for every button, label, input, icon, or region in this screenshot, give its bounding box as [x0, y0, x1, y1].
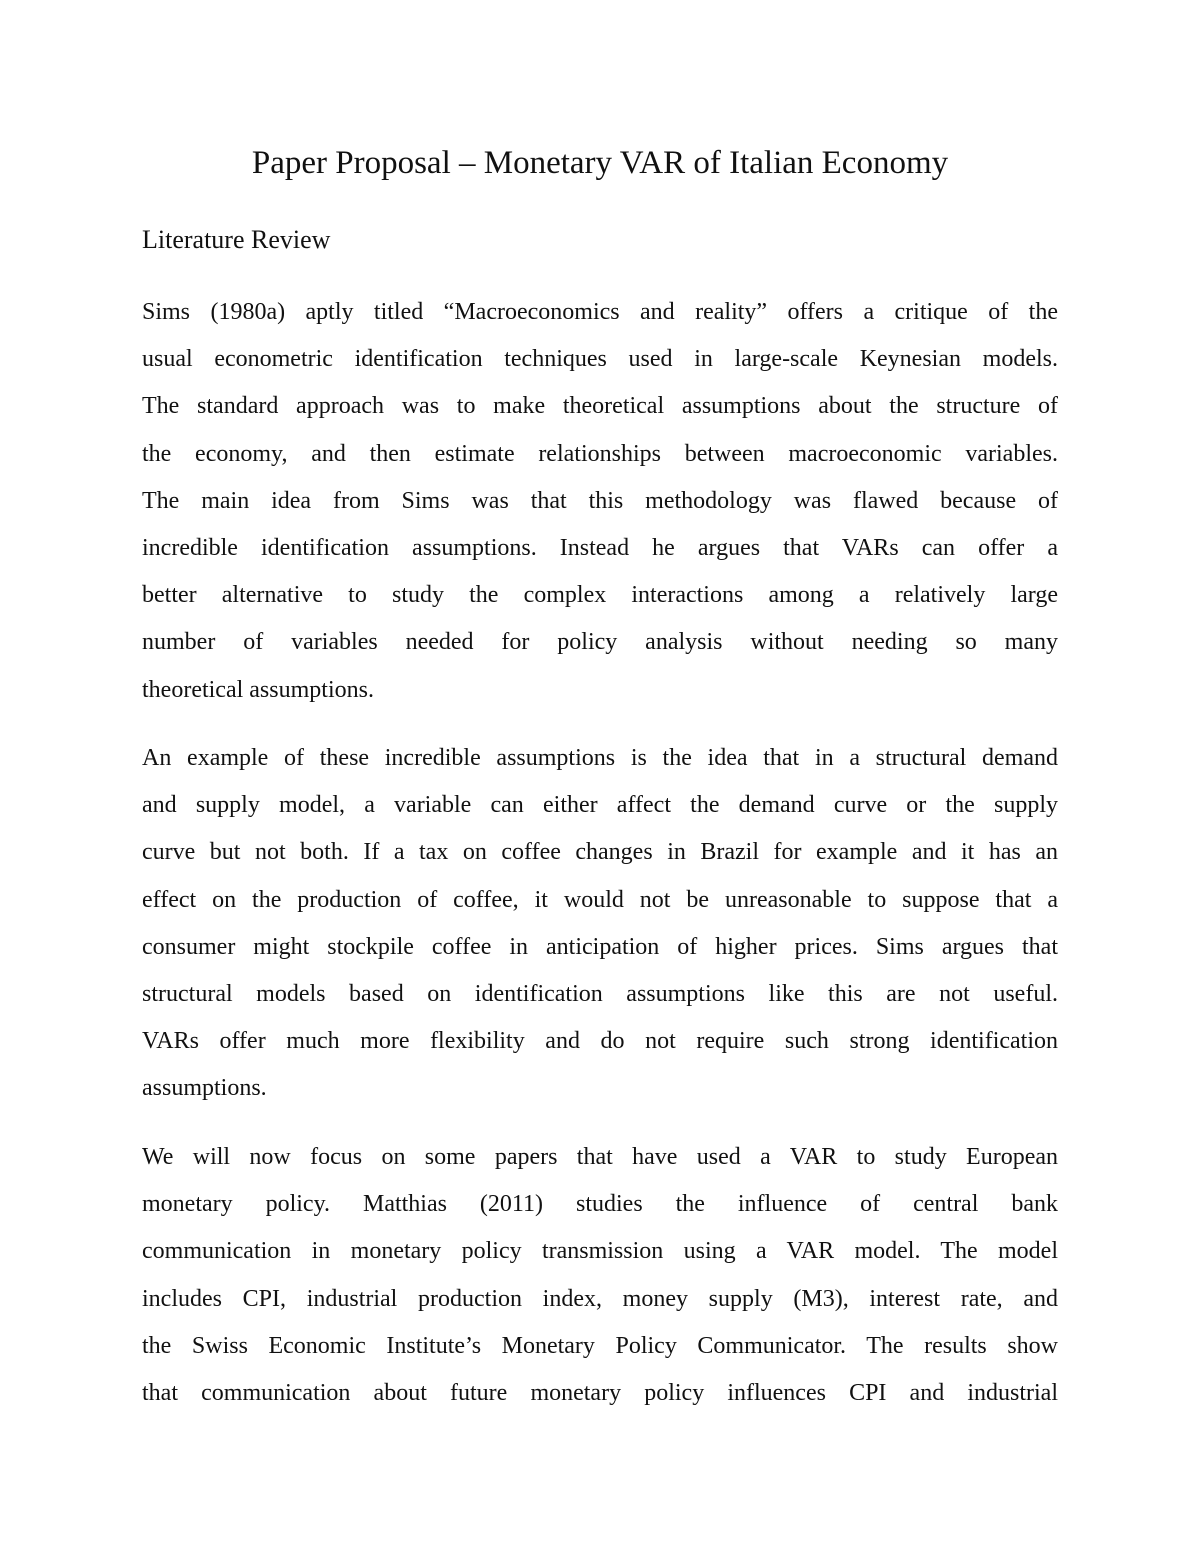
text-line: The main idea from Sims was that this methodology was flawed because of [142, 487, 1058, 514]
text-line: incredible identification assumptions. Instead he argues that VARs can offer a [142, 534, 1058, 561]
text-line: consumer might stockpile coffee in anticipation of higher prices. Sims argues that [142, 933, 1058, 960]
text-line: structural models based on identification assumptions like this are not useful. [142, 980, 1058, 1007]
text-line: The standard approach was to make theoretical assumptions about the structure of [142, 393, 1058, 420]
text-line: assumptions. [142, 1075, 267, 1102]
text-line: VARs offer much more flexibility and do not require such strong identification [142, 1028, 1058, 1055]
text-line: Sims (1980a) aptly titled “Macroeconomics and reality” offers a critique of the [142, 299, 1058, 325]
text-line: better alternative to study the complex interactions among a relatively large [142, 582, 1058, 609]
text-line: usual econometric identification techniques used in large-scale Keynesian models. [142, 346, 1058, 373]
text-line: curve but not both. If a tax on coffee changes in Brazil for example and it has an [142, 839, 1058, 866]
section-heading: Literature Review [142, 225, 331, 254]
paragraph-3 [142, 1134, 1058, 1417]
text-line: theoretical assumptions. [142, 676, 374, 703]
text-line: An example of these incredible assumptions is the idea that in a structural demand [142, 745, 1058, 771]
text-line: includes CPI, industrial production index, money supply (M3), interest rate, and [142, 1285, 1058, 1312]
text-line: We will now focus on some papers that have used a VAR to study European [142, 1144, 1058, 1170]
text-line: monetary policy. Matthias (2011) studies the influence of central bank [142, 1191, 1058, 1218]
text-line: communication in monetary policy transmission using a VAR model. The model [142, 1238, 1058, 1265]
text-line: the economy, and then estimate relationships between macroeconomic variables. [142, 440, 1058, 467]
document-title: Paper Proposal – Monetary VAR of Italian Economy [251, 145, 949, 181]
paragraph-2 [142, 735, 1058, 1113]
text-line: number of variables needed for policy analysis without needing so many [142, 629, 1058, 656]
text-line: that communication about future monetary policy influences CPI and industrial [142, 1379, 1058, 1406]
paragraph-1 [142, 289, 1058, 714]
text-line: effect on the production of coffee, it would not be unreasonable to suppose that a [142, 886, 1058, 913]
text-line: and supply model, a variable can either affect the demand curve or the supply [142, 792, 1058, 819]
text-line: the Swiss Economic Institute’s Monetary Policy Communicator. The results show [142, 1332, 1058, 1359]
